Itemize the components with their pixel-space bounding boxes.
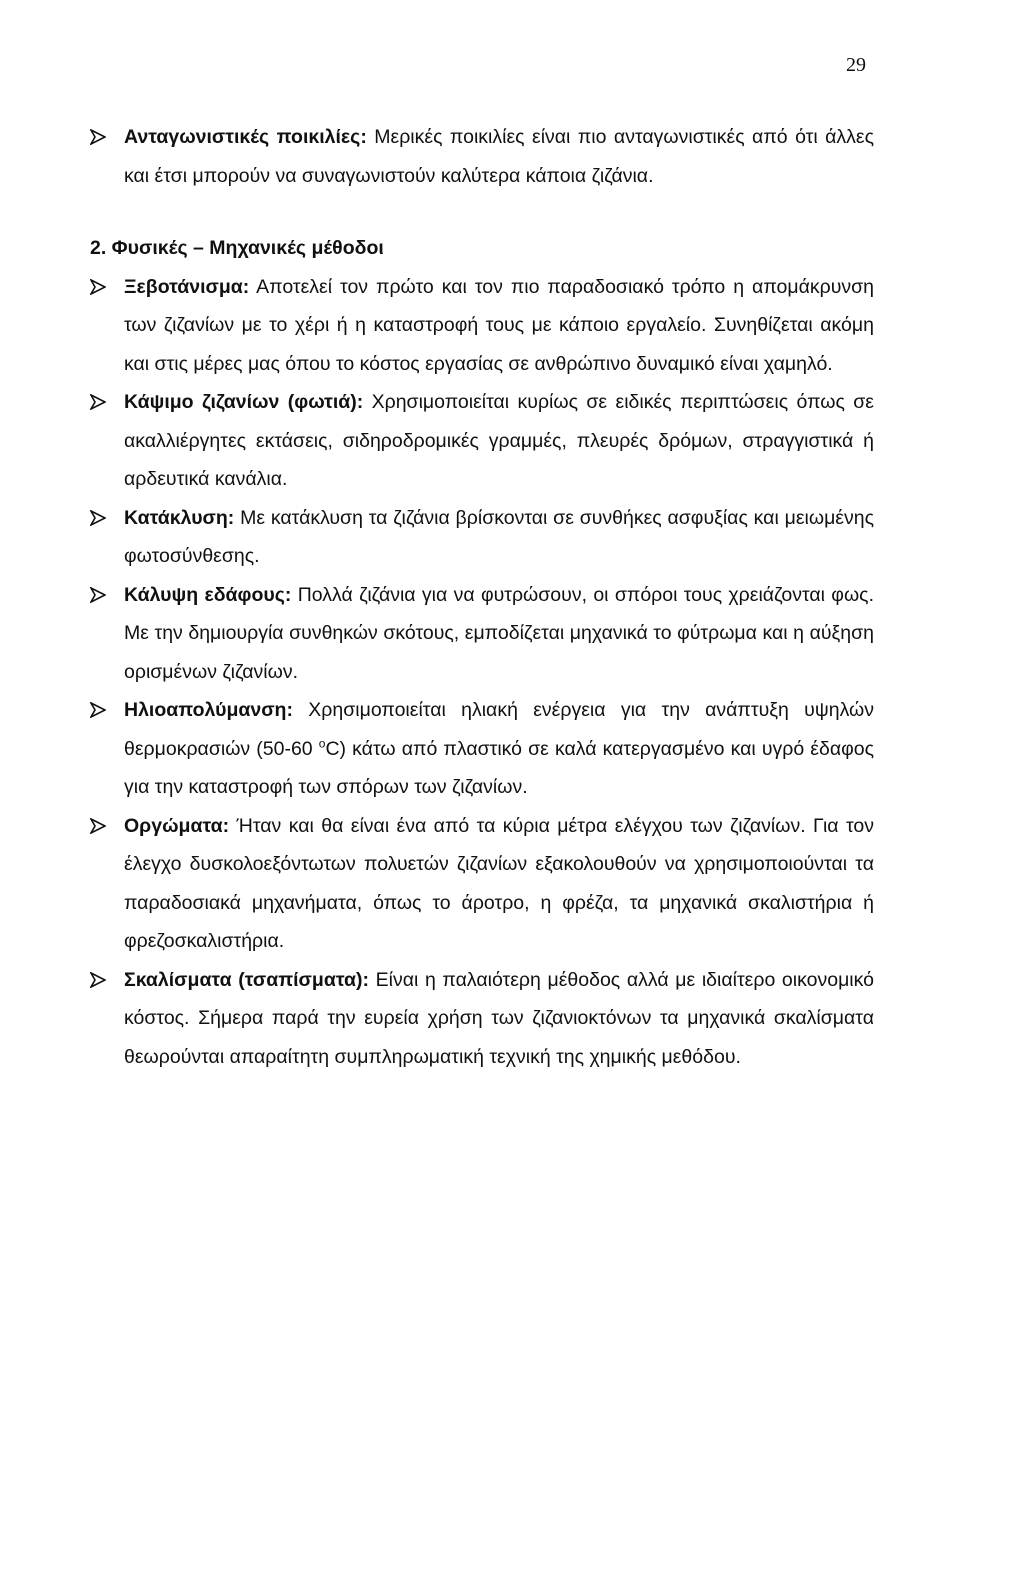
- degree-symbol: o: [318, 736, 326, 750]
- arrow-bullet-icon: [90, 972, 106, 988]
- item-term: Ανταγωνιστικές ποικιλίες:: [124, 126, 367, 148]
- item-text: Χρησιμοποιείται ηλιακή ενέργεια για την ανάπτυξη υψηλών θερμοκρασιών (50-60: [124, 699, 874, 760]
- arrow-bullet-icon: [90, 818, 106, 834]
- page-content: [84, 118, 874, 1076]
- item-term: Κάλυψη εδάφους:: [124, 583, 292, 606]
- arrow-bullet-icon: [90, 129, 106, 145]
- item-text: Αποτελεί τον πρώτο και τον πιο παραδοσιακό τρόπο η απομάκρυνση των ζιζανίων με το χέρι ή η καταστροφή τους με κάποιο εργαλείο. Συνηθίζεται ακόμη και στις μέρες μας όπου το κόστος εργασίας σε ανθρώπινο δυναμικό είναι χαμηλό.: [124, 275, 874, 375]
- item-term: Ξεβοτάνισμα:: [124, 275, 250, 298]
- item-text: Χρησιμοποιείται κυρίως σε ειδικές περιπτώσεις όπως σε ακαλλιέργητες εκτάσεις, σιδηροδρομικές γραμμές, πλευρές δρόμων, στραγγιστικά ή αρδευτικά κανάλια.: [124, 391, 874, 490]
- item-term: Κάψιμο ζιζανίων (φωτιά):: [124, 391, 364, 413]
- section-heading: 2. Φυσικές – Μηχανικές μέθοδοι: [90, 237, 384, 259]
- item-term: Οργώματα:: [124, 814, 230, 837]
- bullet-item-flooding: [84, 499, 874, 576]
- item-term: Κατάκλυση:: [124, 506, 235, 529]
- arrow-bullet-icon: [90, 587, 106, 603]
- bullet-item-soil-cover: [84, 576, 874, 692]
- item-text: Με κατάκλυση τα ζιζάνια βρίσκονται σε συνθήκες ασφυξίας και μειωμένης φωτοσύνθεσης.: [124, 506, 874, 567]
- arrow-bullet-icon: [90, 702, 106, 718]
- item-text: Είναι η παλαιότερη μέθοδος αλλά με ιδιαίτερο οικονομικό κόστος. Σήμερα παρά την ευρεία χρήση των ζιζανιοκτόνων τα μηχανικά σκαλίσματα θεωρούνται απαραίτητη συμπληρωματική τεχνική της χημικής μεθόδου.: [124, 968, 874, 1068]
- item-term: Ηλιοαπολύμανση:: [124, 699, 293, 721]
- bullet-item-ploughing: [84, 807, 874, 961]
- item-term: Σκαλίσματα (τσαπίσματα):: [124, 968, 369, 991]
- bullet-item-competitive-varieties: [84, 118, 874, 195]
- item-text: Πολλά ζιζάνια για να φυτρώσουν, οι σπόροι τους χρειάζονται φως. Με την δημιουργία συνθηκών σκότους, εμποδίζεται μηχανικά το φύτρωμα και η αύξηση ορισμένων ζιζανίων.: [124, 583, 874, 683]
- item-text: C) κάτω από πλαστικό σε καλά κατεργασμένο και υγρό έδαφος για την καταστροφή των σπόρων των ζιζανίων.: [124, 737, 875, 798]
- bullet-item-hoeing: [84, 961, 874, 1077]
- page-number: 29: [846, 54, 866, 76]
- item-text: Ήταν και θα είναι ένα από τα κύρια μέτρα ελέγχου των ζιζανίων. Για τον έλεγχο δυσκολοεξόντωτων πολυετών ζιζανίων εξακολουθούν να χρησιμοποιούνται τα παραδοσιακά μηχανήματα, όπως το άροτρο, η φρέζα, τα μηχανικά σκαλιστήρια ή φρεζοσκαλιστήρια.: [124, 814, 874, 952]
- arrow-bullet-icon: [90, 510, 106, 526]
- bullet-item-weeding: [84, 268, 874, 384]
- arrow-bullet-icon: [90, 279, 106, 295]
- bullet-item-solarization: [84, 691, 874, 807]
- item-text: Μερικές ποικιλίες είναι πιο ανταγωνιστικές από ότι άλλες και έτσι μπορούν να συναγωνιστούν καλύτερα κάποια ζιζάνια.: [124, 126, 875, 187]
- bullet-item-burning: [84, 383, 874, 499]
- arrow-bullet-icon: [90, 394, 106, 410]
